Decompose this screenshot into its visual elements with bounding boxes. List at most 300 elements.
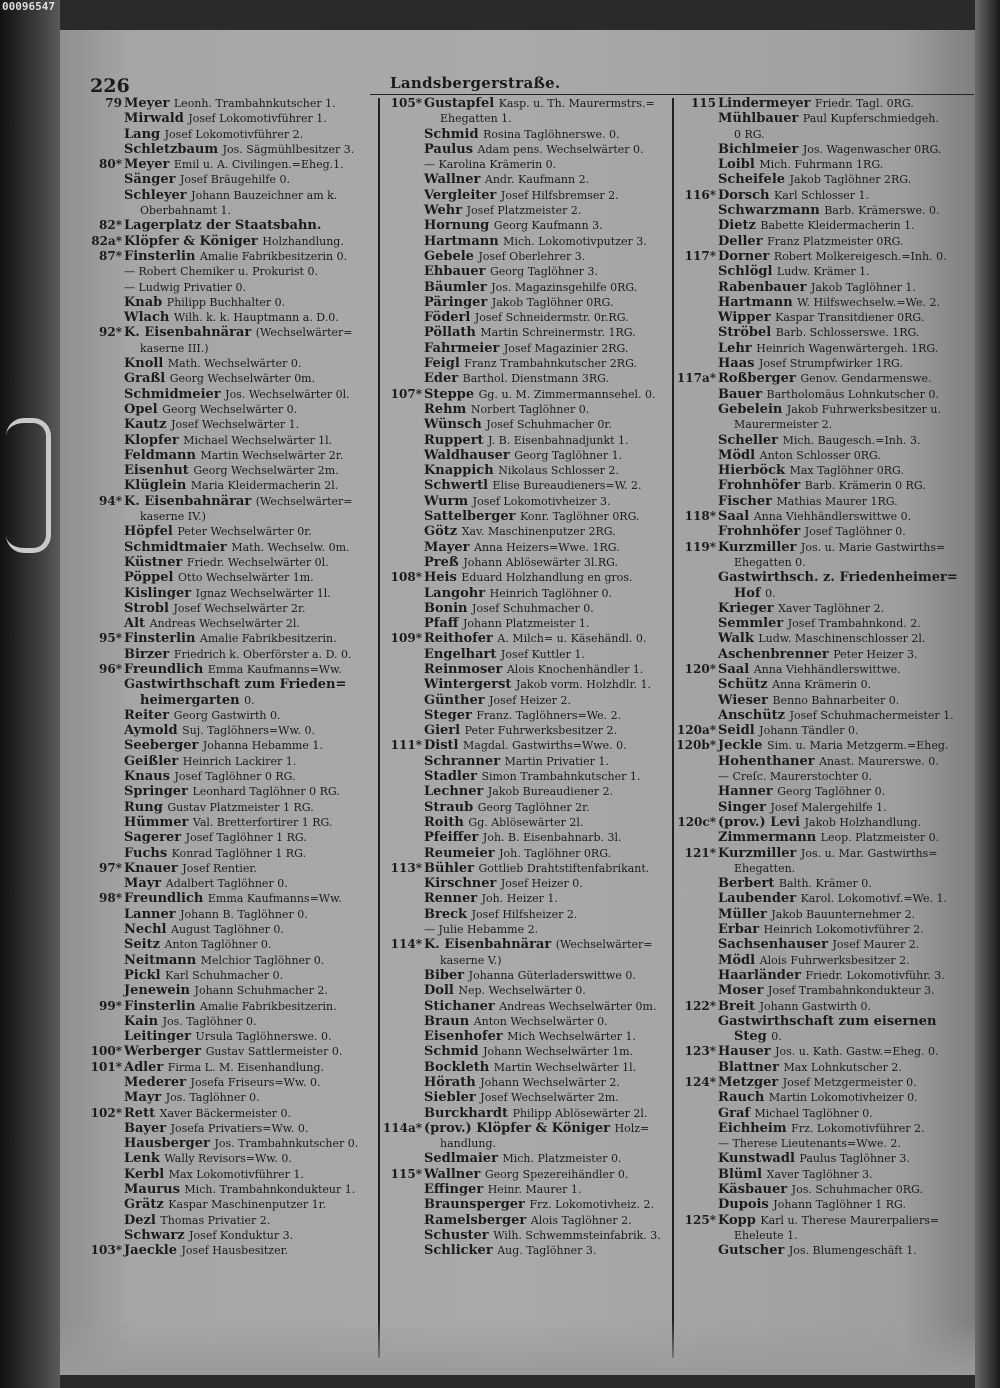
resident-name: Graf [718, 1105, 755, 1121]
resident-details: Alois Knochenhändler 1. [506, 662, 644, 676]
house-number: 103* [90, 1243, 122, 1258]
resident-name: Mayr [124, 876, 166, 892]
resident-name: Rett [124, 1105, 160, 1121]
directory-entry [80, 1014, 378, 1029]
resident-name: Mödl [718, 952, 760, 968]
resident-name: Schmidmeier [124, 386, 226, 402]
resident-details: Josef Taglöhner 0 RG. [174, 770, 296, 784]
resident-name: Preß [424, 554, 464, 570]
resident-details: Joh. Taglöhner 0RG. [499, 846, 612, 860]
resident-name: Steppe [424, 386, 479, 402]
directory-entry [80, 846, 378, 861]
resident-details: 0. [244, 693, 255, 707]
resident-details: Josef Heizer 0. [500, 877, 583, 891]
directory-entry [80, 157, 378, 172]
resident-details: Gottlieb Drahtstiftenfabrikant. [478, 861, 650, 875]
resident-details: Barthol. Dienstmann 3RG. [462, 372, 610, 386]
resident-details: Amalie Fabrikbesitzerin. [199, 999, 337, 1013]
resident-details: Jos. Magazinsgehilfe 0RG. [491, 280, 638, 294]
running-head: Landsbergerstraße. [390, 74, 561, 92]
directory-entry [80, 570, 378, 585]
directory-entry [80, 172, 378, 187]
directory-entry [380, 1136, 670, 1151]
resident-details: Friedr. Lokomotivführ. 3. [805, 968, 945, 982]
directory-entry [80, 616, 378, 631]
directory-entry [80, 999, 378, 1014]
resident-name: Fischer [718, 493, 777, 509]
directory-entry [674, 922, 974, 937]
directory-entry [380, 157, 670, 172]
resident-name: Wünsch [424, 417, 487, 433]
resident-details: Josef Lokomotivheizer 3. [472, 494, 611, 508]
resident-name: Hörath [424, 1075, 481, 1090]
resident-name: Eder [424, 371, 463, 387]
resident-name: Gastwirthschaft zum Frieden= [124, 677, 347, 693]
resident-name: Krieger [718, 600, 779, 616]
directory-entry [380, 555, 670, 570]
resident-details: Josefa Friseurs=Ww. 0. [190, 1076, 321, 1089]
resident-name: Graßl [124, 371, 170, 387]
resident-name: Haarländer [718, 967, 806, 983]
resident-name: Mederer [124, 1075, 191, 1090]
resident-details: Jos. Blumengeschäft 1. [788, 1244, 917, 1258]
resident-details: Josef Wechselwärter 2m. [480, 1091, 619, 1105]
directory-entry [80, 662, 378, 677]
directory-entry [674, 249, 974, 264]
resident-name: Schmid [424, 1044, 484, 1060]
resident-name: Blüml [718, 1166, 767, 1182]
directory-entry [674, 371, 974, 386]
resident-details: Johann Wechselwärter 2. [480, 1076, 620, 1089]
resident-details: Mich. Fuhrmann 1RG. [759, 158, 884, 172]
directory-entry [380, 968, 670, 983]
resident-name: Hausberger [124, 1136, 215, 1152]
resident-details: Genov. Gendarmenswe. [800, 372, 932, 386]
directory-entry [80, 937, 378, 952]
resident-details: Jos. Wechselwärter 0l. [225, 387, 350, 401]
directory-entry [80, 494, 378, 509]
directory-entry [674, 586, 974, 601]
resident-details: Emma Kaufmanns=Ww. [207, 892, 342, 906]
resident-details: Jakob Holzhandlung. [804, 815, 921, 829]
resident-details: Josef Konduktur 3. [189, 1228, 294, 1242]
resident-details: Martin Lokomotivheizer 0. [768, 1091, 918, 1105]
resident-details: Martin Wechselwärter 2r. [200, 448, 344, 462]
house-number: 117a* [676, 371, 716, 386]
directory-entry [674, 846, 974, 861]
resident-name: Jenewein [124, 983, 195, 999]
directory-entry [380, 356, 670, 371]
resident-name: Kurzmiller [718, 845, 801, 861]
directory-entry [80, 953, 378, 968]
resident-name: Knappich [424, 463, 499, 479]
directory-entry [380, 1197, 670, 1212]
resident-details: Frz. Lokomotivheiz. 2. [529, 1198, 654, 1212]
resident-name: Mirwald [124, 111, 189, 127]
directory-entry [674, 1136, 974, 1151]
resident-name: Dupois [718, 1197, 774, 1213]
resident-details: Anast. Maurerswe. 0. [819, 754, 939, 768]
directory-entry [380, 218, 670, 233]
house-number: 87* [99, 248, 122, 263]
directory-entry [380, 341, 670, 356]
resident-name: Waldhauser [424, 447, 515, 463]
directory-entry [674, 555, 974, 570]
resident-details: Math. Wechselwärter 0. [167, 357, 302, 371]
resident-details: Georg Taglöhner 0. [777, 785, 886, 799]
directory-entry [674, 203, 974, 218]
resident-name: Knab [124, 294, 167, 310]
directory-entry [380, 999, 670, 1014]
directory-entry [674, 616, 974, 631]
directory-entry [80, 922, 378, 937]
resident-details: Math. Wechselw. 0m. [231, 540, 350, 554]
resident-details: Josef Wechselwärter 2r. [173, 601, 306, 615]
resident-details: Bartholomäus Lohnkutscher 0. [766, 387, 939, 401]
directory-entry [80, 310, 378, 325]
resident-name: Kunstwadl [718, 1151, 800, 1167]
resident-details: Val. Bretterfortirer 1 RG. [192, 815, 333, 829]
resident-details: Otto Wechselwärter 1m. [178, 571, 314, 585]
resident-details: Josef Schuhmacher 0. [472, 601, 594, 615]
resident-details: Maria Kleidermacherin 2l. [190, 479, 339, 493]
directory-entry [674, 1121, 974, 1136]
resident-name: Burckhardt [424, 1105, 513, 1121]
resident-details: Norbert Taglöhner 0. [470, 402, 590, 416]
resident-name: Hümmer [124, 814, 193, 830]
directory-entry [674, 295, 974, 310]
directory-entry [380, 738, 670, 753]
directory-entry [674, 172, 974, 187]
resident-details: Josef Schuhmacher 0r. [486, 418, 612, 432]
resident-name: Hohenthaner [718, 753, 820, 769]
directory-entry [80, 769, 378, 784]
resident-name: Lehr [718, 340, 757, 356]
house-number: 114* [390, 937, 422, 952]
directory-entry [380, 1182, 670, 1197]
directory-entry [380, 295, 670, 310]
directory-entry [674, 310, 974, 325]
directory-entry [80, 1136, 378, 1151]
resident-name: Hierböck [718, 463, 790, 479]
resident-name: Bichlmeier [718, 141, 803, 157]
resident-details: Sim. u. Maria Metzgerm.=Eheg. [767, 739, 949, 753]
resident-details: Anna Krämerin 0. [772, 678, 872, 692]
directory-entry [380, 387, 670, 402]
resident-name: Hauser [718, 1044, 776, 1060]
resident-name: Götz [424, 524, 462, 540]
resident-details: Gustav Platzmeister 1 RG. [167, 800, 314, 814]
resident-name: Scheifele [718, 172, 790, 188]
directory-entry [80, 111, 378, 126]
resident-name: Lang [124, 126, 165, 142]
resident-details: W. Hilfswechselw.=We. 2. [797, 295, 940, 309]
resident-name: Semmler [718, 616, 788, 632]
resident-details: Balth. Krämer 0. [778, 877, 872, 891]
directory-entry [80, 433, 378, 448]
directory-entry [380, 953, 670, 968]
resident-name: Pfaff [424, 616, 463, 632]
resident-name: Erbar [718, 922, 764, 938]
resident-details: Heinr. Maurer 1. [487, 1183, 582, 1197]
resident-name: Lenk [124, 1151, 165, 1167]
resident-details: Mich. Platzmeister 0. [502, 1152, 622, 1166]
resident-name: Anschütz [718, 707, 790, 723]
resident-name: Bäumler [424, 279, 492, 295]
directory-entry [674, 1060, 974, 1075]
resident-name: Käsbauer [718, 1182, 792, 1198]
resident-name: Reiter [124, 707, 174, 723]
resident-details: 0. [765, 586, 776, 600]
resident-details: Josef Trambahnkondukteur 3. [768, 984, 935, 998]
resident-name: Biber [424, 967, 469, 983]
resident-details: Josef Strumpfwirker 1RG. [758, 357, 903, 371]
resident-details: — Karolina Krämerin 0. [424, 158, 557, 172]
resident-details: Martin Schreinermstr. 1RG. [480, 326, 636, 340]
resident-details: Franz Trambahnkutscher 2RG. [464, 357, 637, 371]
resident-name: Dorsch [718, 187, 775, 203]
resident-name: heimergarten [140, 692, 245, 708]
directory-entry [380, 1029, 670, 1044]
directory-entry [674, 1228, 974, 1243]
directory-entry [674, 387, 974, 402]
resident-details: Wilh. Schwemmsteinfabrik. 3. [493, 1228, 661, 1242]
directory-entry [80, 861, 378, 876]
resident-name: Adler [124, 1059, 168, 1075]
directory-entry [80, 1228, 378, 1243]
resident-details: Johanna Güterladerswittwe 0. [468, 968, 636, 982]
resident-details: Johann Ablösewärter 3l.RG. [463, 555, 619, 569]
directory-entry [380, 325, 670, 340]
directory-entry [80, 830, 378, 845]
resident-name: Fahrmeier [424, 340, 504, 356]
resident-name: Lechner [424, 784, 488, 800]
directory-entry [380, 846, 670, 861]
resident-details: Josef Hausbesitzer. [181, 1244, 289, 1258]
resident-details: Melchior Taglöhner 0. [200, 953, 325, 967]
directory-entry [80, 417, 378, 432]
resident-name: Strobl [124, 600, 174, 616]
resident-details: Jos. Taglöhner 0. [162, 1014, 257, 1028]
resident-details: kaserne III.) [140, 341, 209, 355]
resident-name: Steger [424, 707, 477, 723]
resident-name: Hornung [424, 218, 494, 234]
resident-details: Ehegatten 1. [440, 112, 512, 126]
resident-details: Karl Schuhmacher 0. [165, 968, 284, 982]
directory-entry [380, 1014, 670, 1029]
resident-name: Schwertl [424, 478, 493, 494]
resident-details: Jakob Bureaudiener 2. [487, 785, 614, 799]
resident-name: Wlach [124, 310, 174, 326]
resident-details: Johann Gastwirth 0. [759, 999, 872, 1013]
directory-entry [674, 417, 974, 432]
directory-entry [674, 754, 974, 769]
directory-entry [674, 1029, 974, 1044]
resident-name: Höpfel [124, 524, 178, 540]
column-2 [380, 96, 670, 1259]
directory-entry [80, 968, 378, 983]
directory-entry [674, 494, 974, 509]
directory-entry [674, 784, 974, 799]
resident-name: Reinmoser [424, 661, 507, 677]
resident-details: Friedr. Tagl. 0RG. [814, 97, 914, 110]
directory-entry [674, 540, 974, 555]
directory-entry [674, 1014, 974, 1029]
resident-details: handlung. [440, 1137, 496, 1151]
directory-entry [380, 784, 670, 799]
directory-entry [380, 830, 670, 845]
directory-entry [80, 891, 378, 906]
book-binding-shadow [0, 0, 60, 1388]
directory-entry [380, 540, 670, 555]
directory-entry [380, 402, 670, 417]
resident-name: Schütz [718, 677, 773, 693]
resident-details: Michael Wechselwärter 1l. [183, 433, 333, 447]
directory-entry [80, 784, 378, 799]
resident-name: Kurzmiller [718, 539, 801, 555]
directory-entry [80, 249, 378, 264]
resident-name: Gutscher [718, 1243, 789, 1259]
resident-name: Pfeiffer [424, 830, 483, 846]
resident-name: Meyer [124, 157, 174, 173]
house-number: 82* [99, 218, 122, 233]
directory-entry [674, 1213, 974, 1228]
resident-details: Nikolaus Schlosser 2. [498, 464, 619, 478]
directory-entry [80, 218, 378, 233]
resident-name: Nechl [124, 922, 171, 938]
house-number: 99* [99, 998, 122, 1013]
directory-entry [674, 830, 974, 845]
resident-name: Gastwirthsch. z. Friedenheimer= [718, 570, 958, 586]
resident-details: Franz Platzmeister 0RG. [767, 234, 904, 248]
resident-name: Grätz [124, 1197, 169, 1213]
resident-details: Maurermeister 2. [734, 418, 833, 432]
directory-entry [80, 142, 378, 157]
resident-name: Ströbel [718, 325, 776, 341]
resident-name: Birzer [124, 646, 174, 662]
resident-details: Anna Viehhändlerswittwe 0. [753, 510, 912, 524]
resident-name: Freundlich [124, 661, 208, 677]
resident-details: Heinrich Lokomotivführer 2. [763, 923, 924, 937]
resident-details: Josef Metzgermeister 0. [782, 1076, 917, 1089]
resident-name: Kopp [718, 1212, 761, 1228]
directory-entry [80, 723, 378, 738]
resident-name: Langohr [424, 585, 490, 601]
house-number: 123* [684, 1044, 716, 1059]
directory-entry [674, 1075, 974, 1090]
resident-name: Zimmermann [718, 830, 821, 846]
resident-name: Sedlmaier [424, 1151, 503, 1167]
resident-name: Aschenbrenner [718, 646, 834, 662]
resident-name: Geißler [124, 753, 183, 769]
resident-name: Kautz [124, 417, 172, 433]
resident-details: Alois Taglöhner 2. [530, 1213, 632, 1227]
directory-entry [380, 570, 670, 585]
resident-details: Ehegatten 0. [734, 555, 806, 569]
resident-name: Gustapfel [424, 96, 499, 111]
directory-entry [380, 433, 670, 448]
directory-entry [674, 1106, 974, 1121]
resident-name: Gastwirthschaft zum eisernen [718, 1013, 937, 1029]
resident-name: Deller [718, 233, 768, 249]
resident-name: Kislinger [124, 585, 196, 601]
resident-details: Barb. Krämerin 0 RG. [804, 479, 926, 493]
house-number: 94* [99, 493, 122, 508]
resident-details: Georg Taglöhner 1. [514, 448, 623, 462]
resident-details: Thomas Privatier 2. [160, 1213, 271, 1227]
resident-name: Pöllath [424, 325, 481, 341]
resident-details: Suj. Taglöhners=Ww. 0. [182, 724, 316, 738]
directory-entry [380, 601, 670, 616]
resident-details: Johann Bauzeichner am k. [191, 188, 338, 202]
resident-details: August Taglöhner 0. [171, 923, 284, 937]
resident-name: Bauer [718, 386, 767, 402]
resident-name: Rehm [424, 401, 471, 417]
resident-name: Schmid [424, 126, 484, 142]
resident-details: A. Milch= u. Käsehändl. 0. [497, 632, 647, 646]
resident-name: Gebele [424, 248, 479, 264]
directory-entry [80, 448, 378, 463]
resident-details: Alois Fuhrwerksbesitzer 2. [759, 953, 910, 967]
resident-details: Jos. Taglöhner 0. [165, 1091, 260, 1105]
house-number: 122* [684, 998, 716, 1013]
directory-entry [674, 861, 974, 876]
resident-name: Bonin [424, 600, 473, 616]
resident-name: Eisenhut [124, 463, 194, 479]
page-edge [975, 0, 1000, 1388]
house-number: 125* [684, 1212, 716, 1227]
directory-entry [674, 280, 974, 295]
directory-entry [380, 693, 670, 708]
house-number: 114a* [382, 1120, 422, 1135]
resident-name: Jeckle [718, 738, 768, 754]
resident-details: Georg Wechselwärter 0m. [169, 372, 316, 386]
resident-details: Jos. Wagenwascher 0RG. [802, 142, 942, 156]
house-number: 115 [690, 96, 716, 110]
directory-entry [80, 127, 378, 142]
resident-details: Robert Molkereigesch.=Inh. 0. [773, 249, 947, 263]
resident-name: Dezl [124, 1212, 161, 1228]
directory-entry [80, 371, 378, 386]
resident-details: Benno Bahnarbeiter 0. [772, 693, 900, 707]
resident-name: Saal [718, 509, 754, 525]
resident-details: Leop. Platzmeister 0. [820, 831, 940, 845]
house-number: 120* [684, 661, 716, 676]
directory-page [60, 30, 975, 1375]
resident-details: Xaver Taglöhner 2. [778, 601, 885, 615]
resident-name: Rabenbauer [718, 279, 811, 295]
directory-entry [80, 540, 378, 555]
resident-name: Siebler [424, 1090, 481, 1106]
resident-details: Amalie Fabrikbesitzerin 0. [199, 249, 348, 263]
resident-details: Gustav Sattlermeister 0. [205, 1045, 343, 1059]
resident-name: Vergleiter [424, 187, 501, 203]
directory-entry [80, 234, 378, 249]
resident-details: Peter Fuhrwerksbesitzer 2. [464, 724, 617, 738]
directory-entry [380, 876, 670, 891]
directory-entry [80, 647, 378, 662]
directory-entry [380, 96, 670, 111]
resident-details: Magdal. Gastwirths=Wwe. 0. [463, 739, 627, 753]
resident-details: Josef Schneidermstr. 0r.RG. [474, 311, 629, 325]
resident-details: Amalie Fabrikbesitzerin. [199, 632, 337, 646]
resident-details: Xav. Maschinenputzer 2RG. [461, 525, 616, 539]
resident-details: Mich Wechselwärter 1. [507, 1030, 637, 1044]
resident-details: Michael Taglöhner 0. [754, 1106, 873, 1120]
directory-entry [380, 203, 670, 218]
resident-details: Aug. Taglöhner 3. [497, 1244, 597, 1258]
resident-name: Schleyer [124, 187, 192, 203]
